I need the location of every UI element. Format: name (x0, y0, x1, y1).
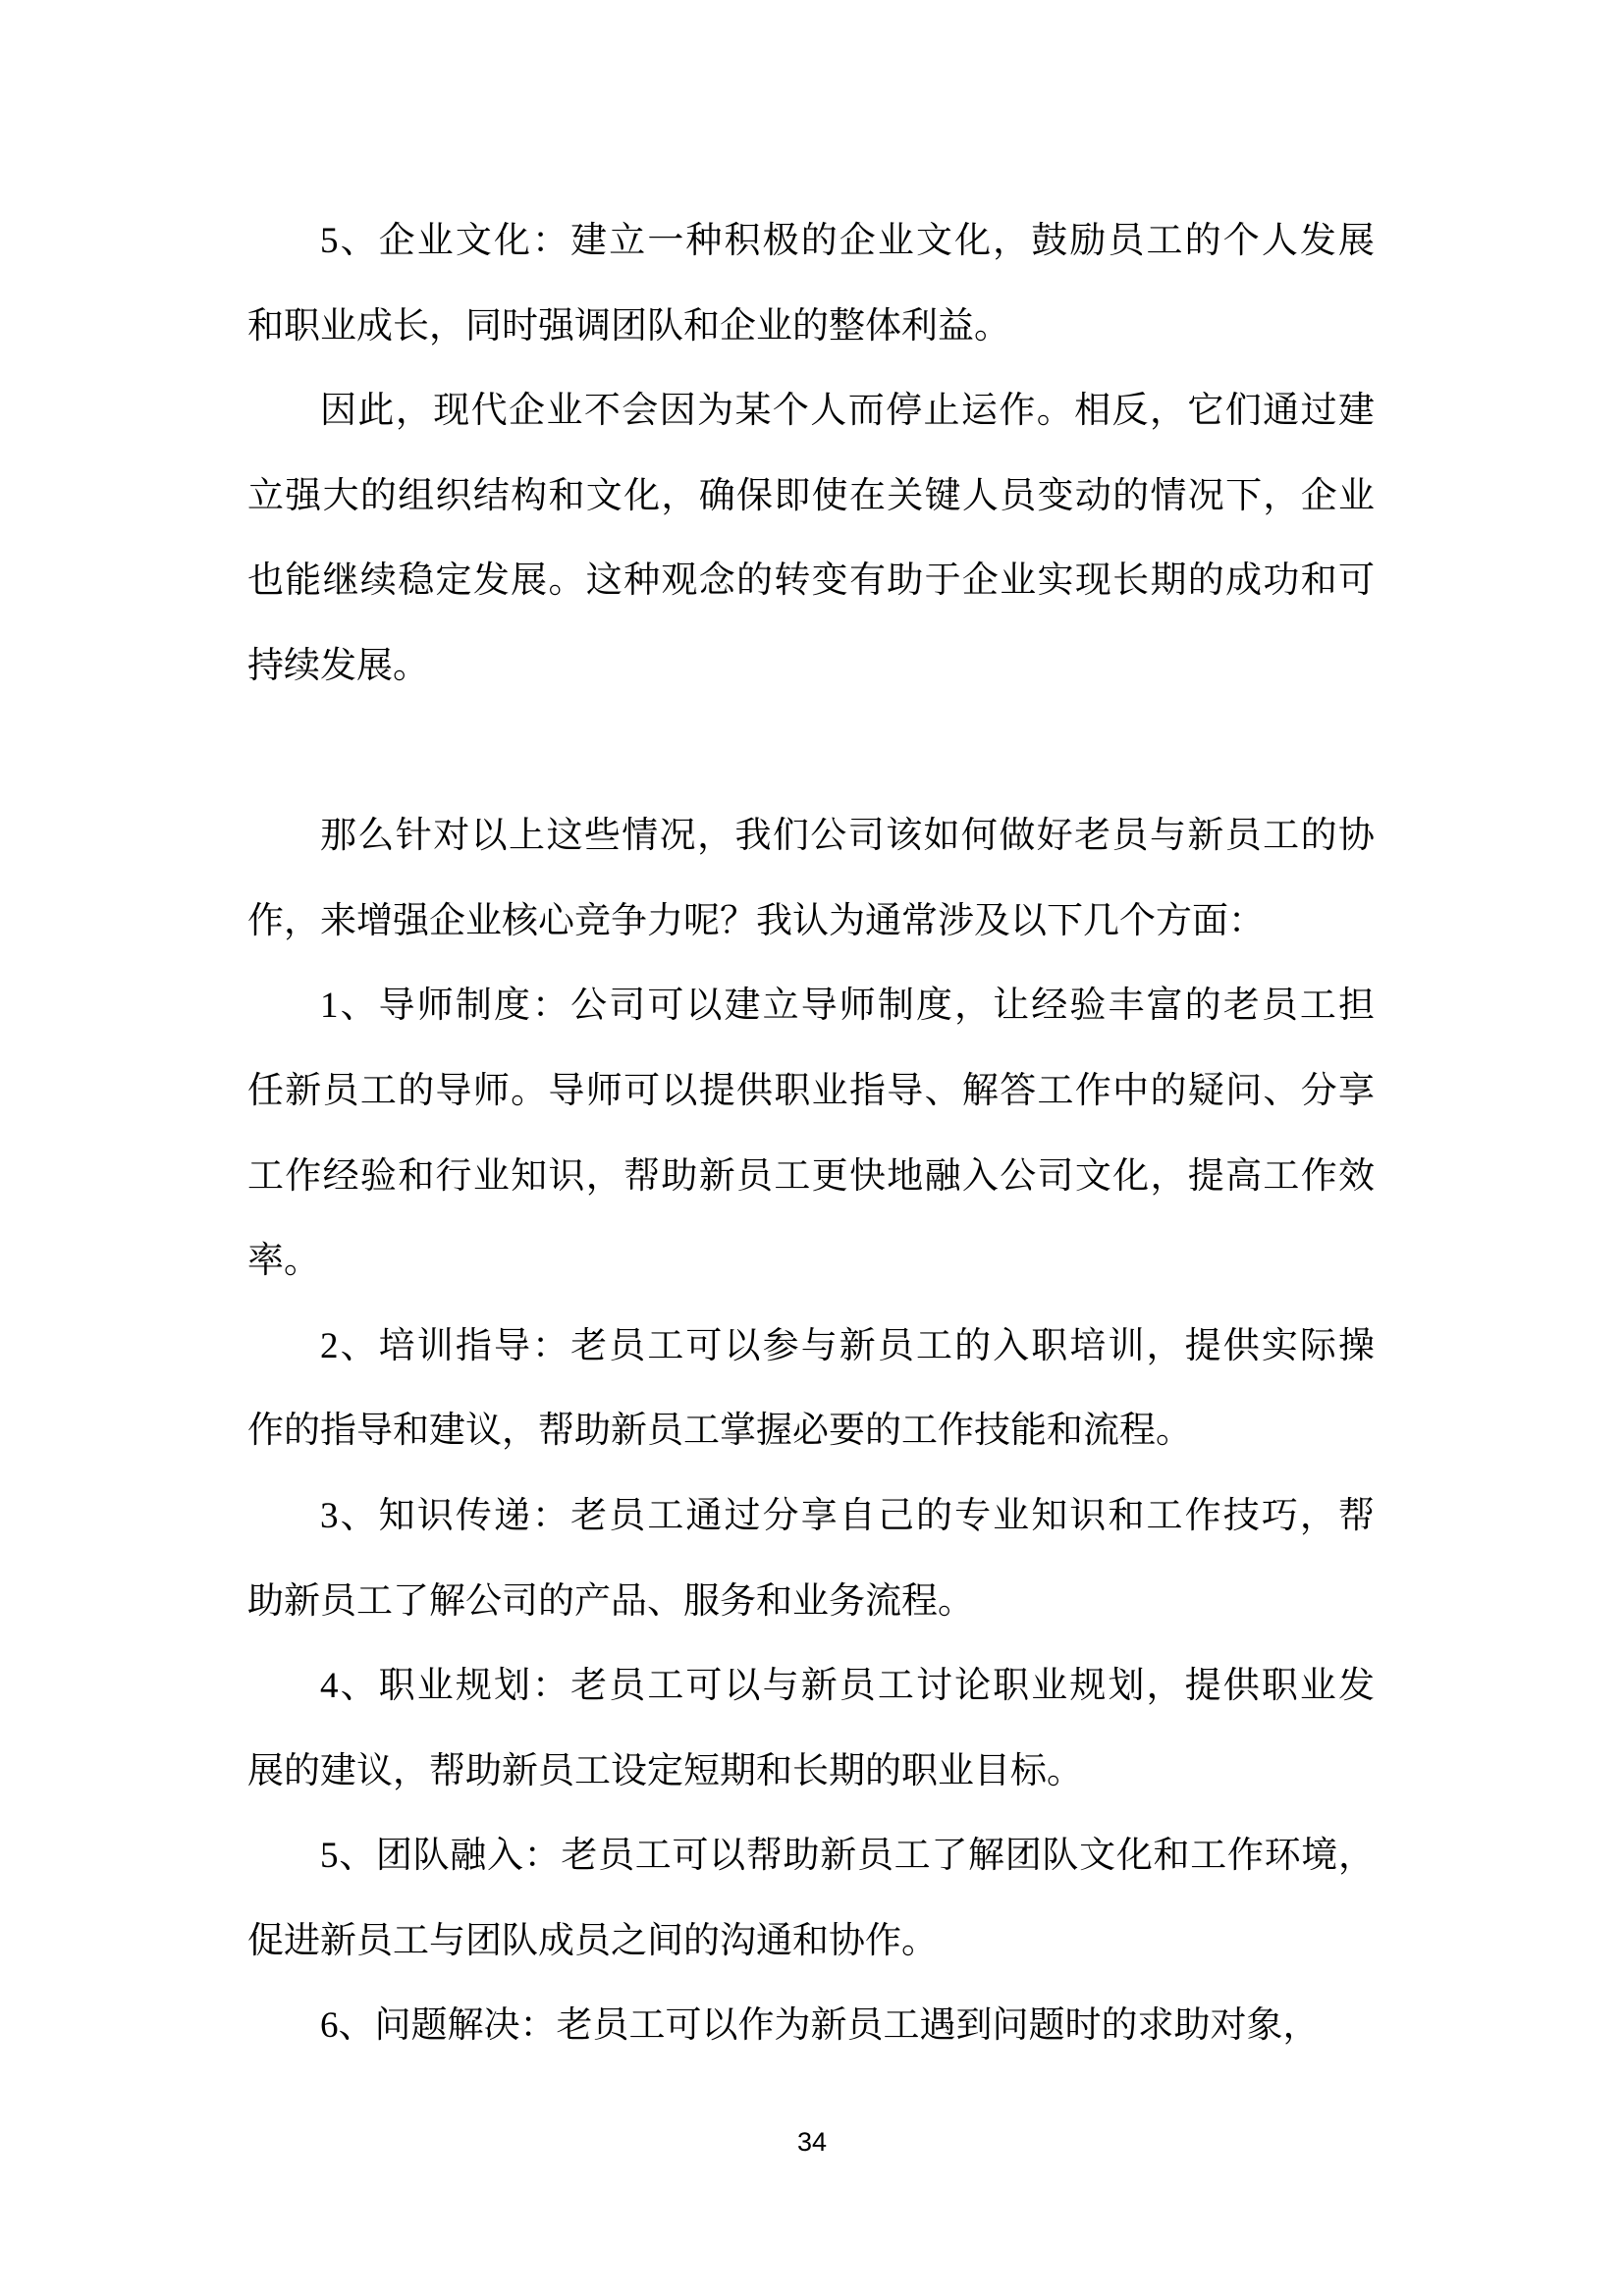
text-line: 作的指导和建议，帮助新员工掌握必要的工作技能和流程。 (247, 1411, 1192, 1452)
paragraph (247, 1474, 1375, 1644)
text-line: 和职业成长，同时强调团队和企业的整体利益。 (247, 305, 1010, 347)
document-body (247, 199, 1375, 2069)
text-line: 立强大的组织结构和文化，确保即使在关键人员变动的情况下，企业 (247, 475, 1375, 516)
paragraph (247, 199, 1375, 369)
text-line: 2、培训指导：老员工可以参与新员工的入职培训，提供实际操 (320, 1325, 1375, 1366)
text-line: 6、问题解决：老员工可以作为新员工遇到问题时的求助对象， (320, 2005, 1320, 2047)
text-line: 因此，现代企业不会因为某个人而停止运作。相反，它们通过建 (320, 391, 1375, 432)
paragraph (247, 1305, 1375, 1474)
paragraph (247, 1644, 1375, 1814)
text-line: 任新员工的导师。导师可以提供职业指导、解答工作中的疑问、分享 (247, 1070, 1375, 1111)
paragraph (247, 964, 1375, 1304)
text-line: 5、企业文化：建立一种积极的企业文化，鼓励员工的个人发展 (320, 221, 1375, 261)
blank-paragraph (247, 710, 1375, 795)
paragraph (247, 1814, 1375, 1984)
blank-line (247, 710, 1375, 795)
text-line: 5、团队融入：老员工可以帮助新员工了解团队文化和工作环境， (320, 1836, 1375, 1877)
text-line: 率。 (247, 1241, 320, 1282)
text-line: 1、导师制度：公司可以建立导师制度，让经验丰富的老员工担 (320, 986, 1375, 1027)
text-line: 4、职业规划：老员工可以与新员工讨论职业规划，提供职业发 (320, 1666, 1375, 1707)
paragraph (247, 369, 1375, 709)
text-line: 工作经验和行业知识，帮助新员工更快地融入公司文化，提高工作效 (247, 1155, 1375, 1197)
text-line: 持续发展。 (247, 645, 429, 686)
text-line: 也能继续稳定发展。这种观念的转变有助于企业实现长期的成功和可 (247, 561, 1375, 602)
text-line: 助新员工了解公司的产品、服务和业务流程。 (247, 1580, 974, 1622)
page-number: 34 (796, 2127, 828, 2157)
text-line: 促进新员工与团队成员之间的沟通和协作。 (247, 1920, 938, 1961)
paragraph (247, 1984, 1375, 2069)
paragraph (247, 794, 1375, 964)
text-line: 3、知识传递：老员工通过分享自己的专业知识和工作技巧，帮 (320, 1495, 1375, 1536)
text-line: 那么针对以上这些情况，我们公司该如何做好老员与新员工的协 (320, 816, 1375, 857)
text-line: 展的建议，帮助新员工设定短期和长期的职业目标。 (247, 1750, 1083, 1791)
text-line: 作，来增强企业核心竞争力呢？我认为通常涉及以下几个方面： (247, 900, 1265, 941)
